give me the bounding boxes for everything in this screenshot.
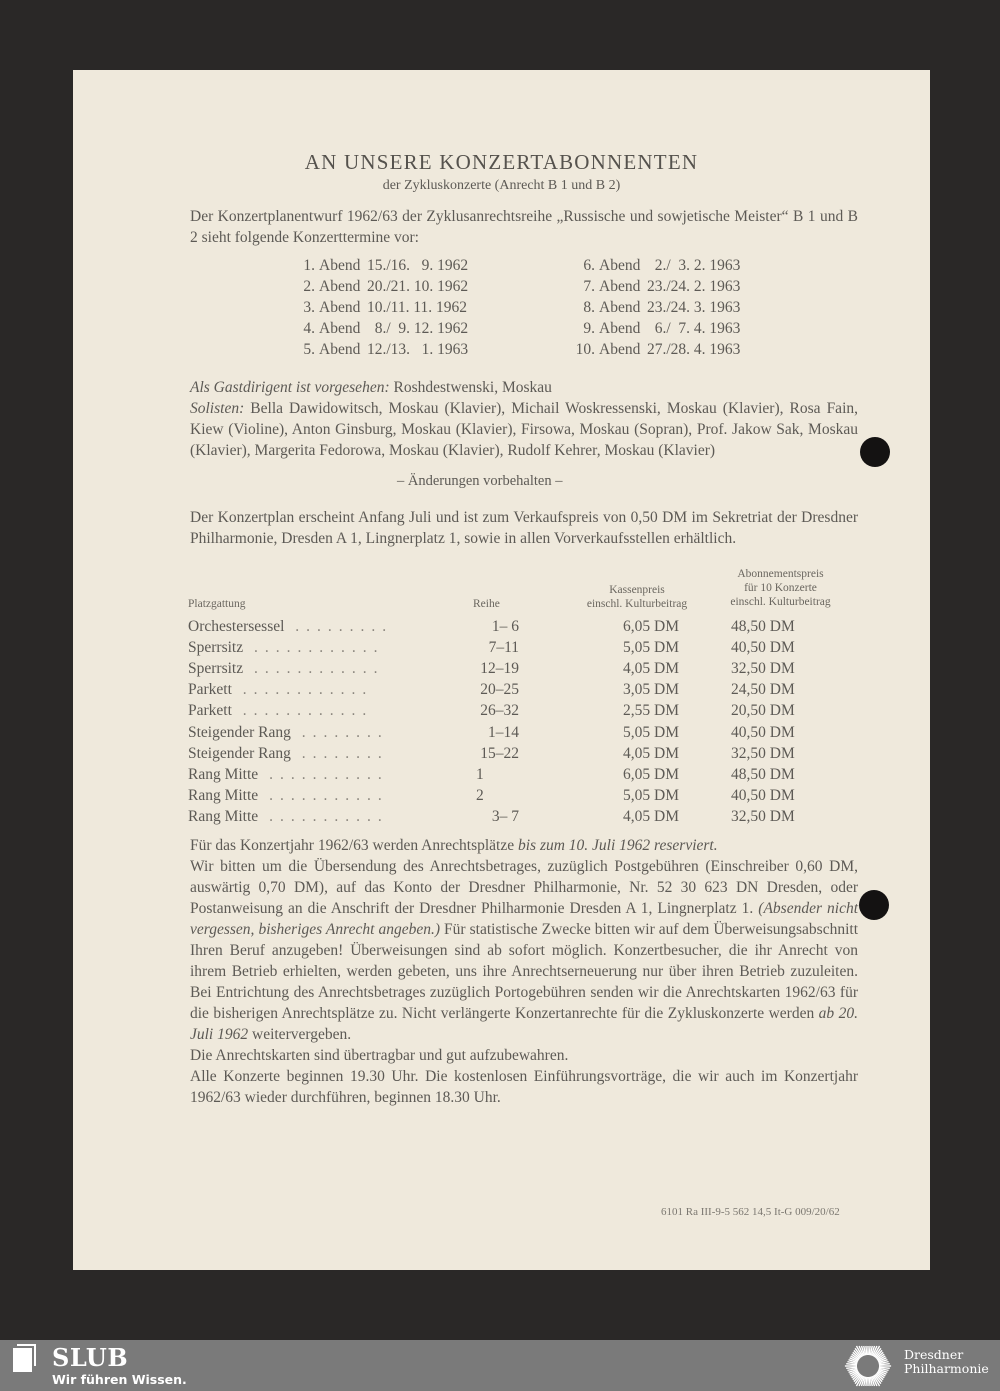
row-range-cell: 3– 7 [491, 807, 519, 825]
evening-item [295, 278, 468, 299]
leader-dots: ............ [231, 681, 374, 699]
conductor-line [190, 377, 552, 398]
rules-text [190, 835, 858, 1108]
box-price-cell: 5,05 DM [623, 639, 679, 657]
document-page [73, 70, 930, 1270]
evening-date: 10./11. 11. 1962 [367, 299, 468, 316]
leader-dots: ........ [290, 723, 389, 741]
evening-label: Abend [319, 320, 361, 337]
leader-dots: ............ [231, 702, 374, 720]
evening-item [295, 257, 468, 278]
evening-item [295, 320, 468, 341]
conductor-label: Als Gastdirigent ist vorgesehen: [190, 379, 390, 396]
dresdner-philharmonie-sun-icon[interactable] [842, 1341, 894, 1391]
box-price-cell: 3,05 DM [623, 681, 679, 699]
changes-note: – Änderungen vorbehalten – [397, 473, 563, 489]
leader-dots: ............ [243, 660, 385, 678]
leader-dots: ........... [258, 807, 389, 825]
evening-number: 2. [303, 278, 315, 295]
leader-dots: ......... [284, 618, 394, 635]
print-code: 6101 Ra III-9-5 562 14,5 It-G 009/20/62 [661, 1206, 840, 1218]
soloists-list: Bella Dawidowitsch, Moskau (Klavier), Michail Woskressenski, Moskau (Klavier), Rosa Fain, Kiew (Violine), Anton Ginsburg, Moskau (Klavier), Firsowa, Moskau (Sopran), Prof. Jakow Sak, Moskau (Klavier), Margerita Fedorowa, Moskau (Klavier), Rudolf Kehrer, Moskau (Klavier) [190, 400, 858, 459]
evening-item [295, 341, 468, 362]
row-range-cell: 12–19 [480, 660, 519, 678]
subscription-price-cell: 48,50 DM [731, 765, 795, 783]
document-subtitle: der Zykluskonzerte (Anrecht B 1 und B 2) [382, 178, 621, 193]
evening-number: 1. [303, 257, 315, 274]
box-price-cell: 6,05 DM [623, 618, 679, 635]
box-price-cell: 5,05 DM [623, 723, 679, 741]
evening-item [575, 257, 740, 278]
subscription-price-cell: 48,50 DM [731, 618, 795, 635]
leader-dots: ........... [258, 765, 389, 783]
slub-tagline: Wir führen Wissen. [52, 1372, 187, 1387]
evening-number: 8. [583, 299, 595, 316]
evening-date: 15./16. 9. 1962 [367, 257, 469, 274]
seat-category-cell: Orchestersessel ......... [188, 618, 394, 635]
evening-label: Abend [599, 320, 641, 337]
header-sub-price: Abonnementspreis für 10 Konzerte einschl. Kulturbeitrag [730, 568, 831, 608]
dresdner-philharmonie-logo-text[interactable]: Dresdner Philharmonie [904, 1347, 989, 1376]
evening-number: 7. [583, 278, 595, 295]
seat-category-cell: Steigender Rang ........ [188, 744, 389, 762]
seat-category-cell: Rang Mitte ........... [188, 807, 389, 825]
evening-number: 10. [575, 341, 595, 358]
evening-item [295, 299, 468, 320]
seat-category-cell: Parkett ............ [188, 681, 374, 699]
leader-dots: ........... [258, 786, 389, 804]
leader-dots: ........ [290, 744, 389, 762]
subscription-price-cell: 32,50 DM [731, 744, 795, 762]
row-range-cell: 1–14 [488, 723, 519, 741]
header-category: Platzgattung [188, 598, 246, 610]
evening-label: Abend [319, 299, 361, 316]
seat-category-cell: Rang Mitte ........... [188, 786, 389, 804]
row-range-cell: 1– 6 [491, 618, 519, 635]
row-range-cell: 1 [476, 765, 484, 783]
evening-date: 23./24. 3. 1963 [647, 299, 741, 316]
row-range-cell: 15–22 [480, 744, 519, 762]
evening-number: 5. [303, 341, 315, 358]
evening-list-right [575, 257, 740, 362]
evening-date: 23./24. 2. 1963 [647, 278, 741, 295]
subscription-price-cell: 40,50 DM [731, 786, 795, 804]
evening-label: Abend [599, 257, 641, 274]
evening-label: Abend [599, 278, 641, 295]
row-range-cell: 7–11 [488, 639, 519, 657]
evening-date: 8./ 9. 12. 1962 [367, 320, 469, 337]
evening-date: 12./13. 1. 1963 [367, 341, 469, 358]
evening-number: 6. [583, 257, 595, 274]
evening-item [575, 278, 740, 299]
intro-paragraph: Der Konzertplanentwurf 1962/63 der Zyklusanrechtsreihe „Russische und sowjetische Meister“ B 1 und B 2 sieht folgende Konzerttermine vor: [190, 208, 858, 246]
slub-book-icon[interactable] [13, 1343, 41, 1373]
plan-paragraph: Der Konzertplan erscheint Anfang Juli und ist zum Verkaufspreis von 0,50 DM im Sekretriat der Dresdner Philharmonie, Dresden A 1, Lingnerplatz 1, sowie in allen Vorverkaufsstellen erhältlich. [190, 509, 858, 547]
subscription-price-cell: 32,50 DM [731, 660, 795, 678]
header-box-price: Kassenpreis einschl. Kulturbeitrag [586, 584, 688, 610]
subscription-price-cell: 40,50 DM [731, 639, 795, 657]
seat-category-cell: Parkett ............ [188, 702, 374, 720]
leader-dots: ............ [243, 639, 385, 657]
evening-item [575, 299, 740, 320]
row-range-cell: 2 [476, 786, 484, 804]
reservation-note: Für das Konzertjahr 1962/63 werden Anrechtsplätze bis zum 10. Juli 1962 reserviert. [190, 837, 718, 854]
row-range-cell: 20–25 [480, 681, 519, 699]
evening-label: Abend [319, 341, 361, 358]
subscription-price-cell: 20,50 DM [731, 702, 795, 720]
payment-note: Wir bitten um die Übersendung des Anrechtsbetrages, zuzüglich Postgebühren (Einschreiber 0,60 DM, auswärtig 0,70 DM), auf das Konto der Dresdner Philharmonie, Nr. 52 30 623 DN Dresden, oder Postanweisung an die Anschrift der Dresdner Philharmonie Dresden A 1, Lingnerplatz 1. (Absender nicht vergessen, bisheriges Anrecht angeben.) Für statistische Zwecke bitten wir auf dem Überweisungsabschnitt Ihren Beruf anzugeben! Überweisungen sind ab sofort möglich. Konzertbesucher, die ihr Anrecht von ihrem Betrieb erhielten, werden gebeten, uns ihre Anrechtserneuerung nur über ihren Betrieb zuzuleiten. Bei Entrichtung des Anrechtsbetrages zuzüglich Portogebühren senden wir die Anrechtskarten 1962/63 für die bisherigen Anrechtsplätze zu. Nicht verlängerte Konzertanrechte für die Zykluskonzerte werden ab 20. Juli 1962 weitervergeben. [190, 858, 859, 1043]
evening-date: 20./21. 10. 1962 [367, 278, 469, 295]
seat-category-cell: Sperrsitz ............ [188, 660, 385, 678]
header-rows: Reihe [473, 598, 500, 610]
slub-logo-text[interactable]: SLUB [52, 1343, 129, 1372]
evening-label: Abend [599, 299, 641, 316]
evening-label: Abend [319, 278, 361, 295]
evening-item [575, 341, 740, 362]
soloists-label: Solisten: [190, 400, 245, 417]
evening-label: Abend [319, 257, 361, 274]
soloists-paragraph [190, 398, 858, 461]
conductor-name: Roshdestwenski, Moskau [393, 379, 552, 396]
evening-number: 9. [583, 320, 595, 337]
evening-date: 27./28. 4. 1963 [647, 341, 741, 358]
document-title: AN UNSERE KONZERTABONNENTEN [304, 150, 699, 174]
box-price-cell: 4,05 DM [623, 807, 679, 825]
punch-hole [859, 890, 889, 920]
box-price-cell: 4,05 DM [623, 660, 679, 678]
transfer-note: Die Anrechtskarten sind übertragbar und gut aufzubewahren. [190, 1047, 569, 1064]
evening-number: 4. [303, 320, 315, 337]
punch-hole [860, 437, 890, 467]
seat-category-cell: Rang Mitte ........... [188, 765, 389, 783]
row-range-cell: 26–32 [480, 702, 519, 720]
evening-number: 3. [303, 299, 315, 316]
box-price-cell: 5,05 DM [623, 786, 679, 804]
subscription-price-cell: 40,50 DM [731, 723, 795, 741]
evening-label: Abend [599, 341, 641, 358]
footer-bar [0, 1340, 1000, 1391]
seat-category-cell: Sperrsitz ............ [188, 639, 385, 657]
time-note: Alle Konzerte beginnen 19.30 Uhr. Die kostenlosen Einführungsvorträge, die wir auch im Konzertjahr 1962/63 wieder durchführen, beginnen 18.30 Uhr. [190, 1068, 858, 1106]
seat-category-cell: Steigender Rang ........ [188, 723, 389, 741]
evening-date: 6./ 7. 4. 1963 [647, 320, 741, 337]
evening-date: 2./ 3. 2. 1963 [647, 257, 741, 274]
box-price-cell: 6,05 DM [623, 765, 679, 783]
subscription-price-cell: 24,50 DM [731, 681, 795, 699]
box-price-cell: 2,55 DM [623, 702, 679, 720]
subscription-price-cell: 32,50 DM [731, 807, 795, 825]
box-price-cell: 4,05 DM [623, 744, 679, 762]
evening-item [575, 320, 740, 341]
evening-list-left [295, 257, 468, 362]
